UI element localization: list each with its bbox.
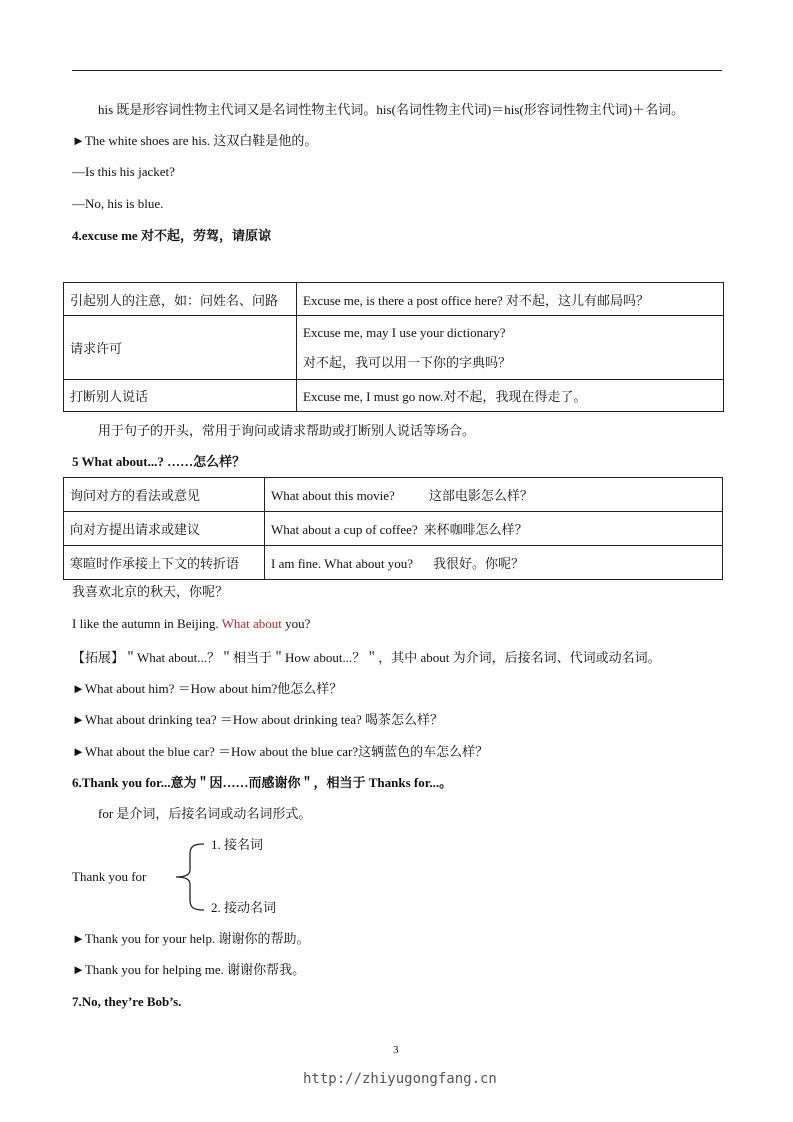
table-cell-usage: 引起别人的注意，如：问姓名、问路 [64,283,297,316]
example-white-shoes: ►The white shoes are his. 这双白鞋是他的。 [72,133,318,148]
table-row [64,512,723,546]
what-about-table [63,477,723,580]
usage-note: 用于句子的开头，常用于询问或请求帮助或打断别人说话等场合。 [98,423,476,438]
table-row [64,478,723,512]
table-row [64,316,724,380]
section-heading-6: 6.Thank you for...意为＂因……而感谢你＂，相当于 Thanks for...。 [72,775,453,790]
table-row [64,283,724,316]
brace-label: Thank you for [72,869,147,884]
table-cell-example [265,512,723,546]
extension-note: 【拓展】＂What about...？＂相当于＂How about...？＂，其中 about 为介词，后接名词、代词或动名词。 [72,650,661,665]
table-cell-usage: 打断别人说话 [64,380,297,412]
table-cell-usage: 寒暄时作承接上下文的转折语 [64,546,265,580]
bullet-example-4: ►Thank you for your help. 谢谢你的帮助。 [72,931,310,946]
example-zh: 这部电影怎么样？ [428,488,533,503]
table-row [64,546,723,580]
example-zh: 对不起，我可以用一下你的字典吗？ [303,355,512,370]
bullet-example-1: ►What about him? ＝How about him?他怎么样？ [72,681,343,696]
footer-url[interactable]: http://zhiyugongfang.cn [303,1071,497,1087]
example-zh: 我很好。你呢？ [433,556,525,571]
example-en: What about this movie? [271,488,395,503]
highlight-what-about: What about [221,616,282,631]
table-cell-usage: 询问对方的看法或意见 [64,478,265,512]
example-english-sentence [72,616,310,632]
table-cell-usage: 向对方提出请求或建议 [64,512,265,546]
example-zh: 来杯咖啡怎么样？ [423,522,528,537]
sentence-end: you? [281,616,311,631]
table-cell-example: Excuse me, I must go now.对不起，我现在得走了。 [297,380,724,412]
section-heading-7: 7.No, they’re Bob’s. [72,994,182,1009]
table-cell-example [265,546,723,580]
dialogue-line-1: —Is this his jacket? [72,164,175,179]
excuse-me-table [63,282,724,412]
table-cell-example [265,478,723,512]
table-row [64,380,724,412]
table-cell-usage: 请求许可 [64,316,297,380]
brace-item-1: 1. 接名词 [211,837,264,852]
example-chinese-sentence: 我喜欢北京的秋天，你呢？ [72,584,229,599]
bullet-example-2: ►What about drinking tea? ＝How about drinking tea? 喝茶怎么样？ [72,712,444,727]
section-heading-5: 5 What about...? ……怎么样？ [72,454,246,469]
example-en: Excuse me, may I use your dictionary? [303,325,506,340]
sentence-start: I like the autumn in Beijing. [72,616,222,631]
table-cell-example [297,316,724,380]
table-cell-example: Excuse me, is there a post office here? 对不起，这儿有邮局吗？ [297,283,724,316]
paragraph-his-explanation: his 既是形容词性物主代词又是名词性物主代词。his(名词性物主代词)＝his(形容词性物主代词)＋名词。 [98,102,685,117]
header-rule [72,70,722,71]
curly-brace-icon [168,840,208,914]
example-en: What about a cup of coffee? [271,522,418,537]
for-preposition-note: for 是介词，后接名词或动名词形式。 [98,806,312,821]
dialogue-line-2: —No, his is blue. [72,196,164,211]
bullet-example-3: ►What about the blue car? ＝How about the blue car?这辆蓝色的车怎么样？ [72,744,489,759]
brace-item-2: 2. 接动名词 [211,900,277,915]
example-en: I am fine. What about you? [271,556,413,571]
section-heading-4: 4.excuse me 对不起，劳驾，请原谅 [72,228,271,243]
bullet-example-5: ►Thank you for helping me. 谢谢你帮我。 [72,962,306,977]
page-number: 3 [393,1044,399,1056]
